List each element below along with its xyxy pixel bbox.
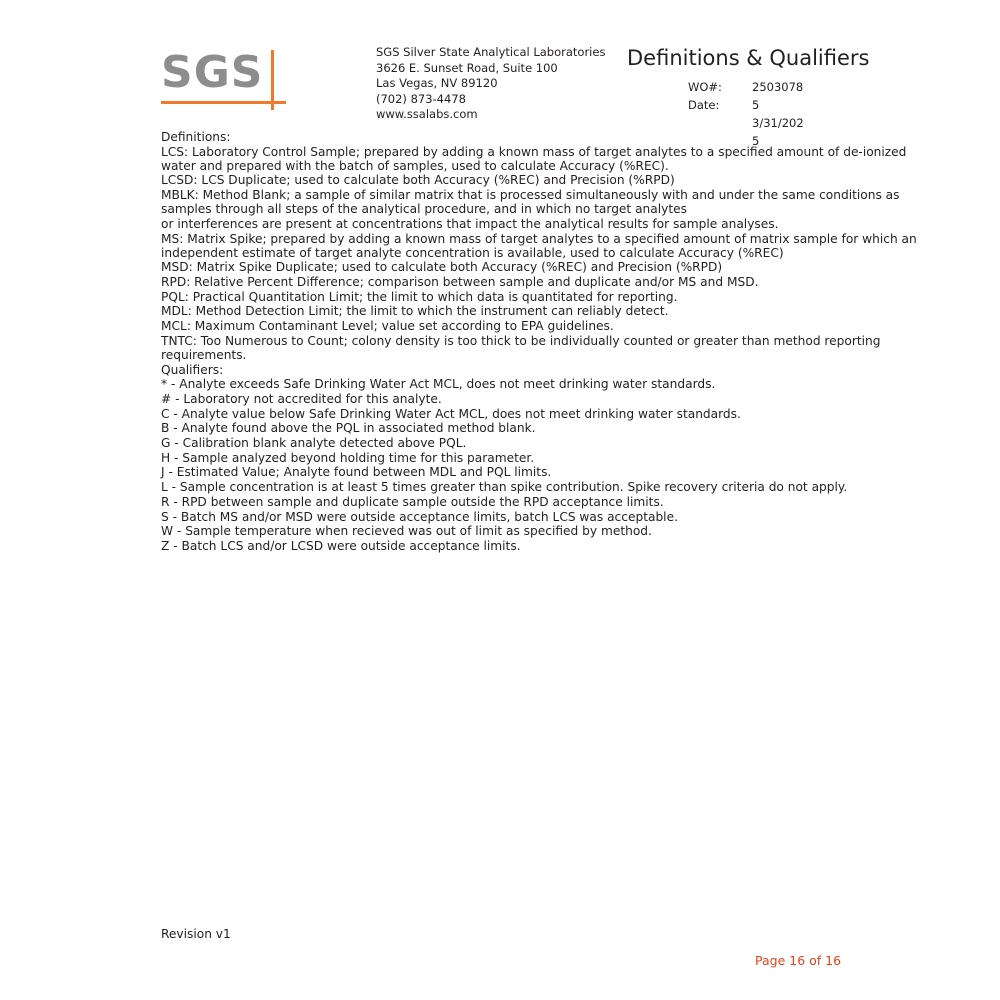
definition-item: RPD: Relative Percent Difference; comparison between sample and duplicate and/or MS and MSD.	[161, 275, 759, 290]
definition-item: PQL: Practical Quantitation Limit; the limit to which data is quantitated for reporting.	[161, 289, 678, 304]
qualifier-item: J - Estimated Value; Analyte found between MDL and PQL limits.	[161, 465, 552, 480]
definition-item: MS: Matrix Spike; prepared by adding a known mass of target analytes to a specified amount of matrix sample for which an independent estimate of target analyte concentration is available, used to calculate Accuracy (%REC)	[161, 231, 917, 260]
definition-item: MBLK: Method Blank; a sample of similar matrix that is processed simultaneously with and under the same conditions as samples through all steps of the analytical procedure, and in which no target analytes	[161, 188, 900, 217]
date-label: Date:	[688, 98, 720, 112]
logo-underline-icon	[161, 101, 286, 104]
qualifier-item: R - RPD between sample and duplicate sample outside the RPD acceptance limits.	[161, 494, 664, 509]
page-number: Page 16 of 16	[755, 953, 842, 968]
lab-address-line2: Las Vegas, NV 89120	[376, 76, 498, 91]
lab-website: www.ssalabs.com	[376, 107, 478, 122]
lab-address-block	[376, 45, 605, 123]
qualifier-item: # - Laboratory not accredited for this analyte.	[161, 392, 442, 406]
qualifier-item: W - Sample temperature when recieved was out of limit as specified by method.	[161, 524, 652, 539]
definitions-heading: Definitions:	[161, 130, 231, 144]
definition-item: LCS: Laboratory Control Sample; prepared by adding a known mass of target analytes to a specified amount of de-ionized water and prepared with the batch of samples, used to calculate Accuracy (%REC).	[161, 144, 907, 173]
wo-label: WO#:	[688, 80, 722, 94]
qualifier-item: C - Analyte value below Safe Drinking Water Act MCL, does not meet drinking water standards.	[161, 406, 741, 421]
date-value: 5	[752, 98, 760, 112]
definitions-qualifiers-body	[161, 130, 936, 554]
page-title: Definitions & Qualifiers	[627, 46, 870, 70]
sgs-logo	[161, 46, 289, 108]
wo-value: 2503078	[752, 80, 804, 94]
logo-text: SGS	[161, 47, 264, 98]
qualifier-item: * - Analyte exceeds Safe Drinking Water Act MCL, does not meet drinking water standards.	[161, 377, 716, 392]
date-continuation-2: 5	[752, 134, 760, 148]
definition-item: LCSD: LCS Duplicate; used to calculate both Accuracy (%REC) and Precision (%RPD)	[161, 173, 675, 188]
qualifier-item: S - Batch MS and/or MSD were outside acceptance limits, batch LCS was acceptable.	[161, 509, 678, 524]
qualifier-item: B - Analyte found above the PQL in associated method blank.	[161, 421, 536, 436]
qualifier-item: G - Calibration blank analyte detected above PQL.	[161, 436, 467, 451]
qualifiers-heading: Qualifiers:	[161, 362, 224, 377]
definition-item: MDL: Method Detection Limit; the limit to which the instrument can reliably detect.	[161, 304, 669, 319]
revision-label: Revision v1	[161, 927, 231, 941]
lab-address-line1: 3626 E. Sunset Road, Suite 100	[376, 60, 558, 75]
date-continuation-1: 3/31/202	[752, 116, 804, 130]
lab-phone: (702) 873-4478	[376, 91, 466, 106]
qualifier-item: L - Sample concentration is at least 5 times greater than spike contribution. Spike recovery criteria do not apply.	[161, 480, 848, 495]
definition-item: or interferences are present at concentrations that impact the analytical results for sample analyses.	[161, 216, 779, 231]
definition-item: MSD: Matrix Spike Duplicate; used to calculate both Accuracy (%REC) and Precision (%RPD)	[161, 260, 723, 275]
definition-item: TNTC: Too Numerous to Count; colony density is too thick to be individually counted or greater than method reporting requirements.	[161, 333, 881, 362]
qualifier-item: H - Sample analyzed beyond holding time for this parameter.	[161, 450, 535, 465]
lab-name: SGS Silver State Analytical Laboratories	[376, 45, 606, 59]
qualifier-item: Z - Batch LCS and/or LCSD were outside acceptance limits.	[161, 538, 521, 553]
definition-item: MCL: Maximum Contaminant Level; value set according to EPA guidelines.	[161, 319, 614, 334]
